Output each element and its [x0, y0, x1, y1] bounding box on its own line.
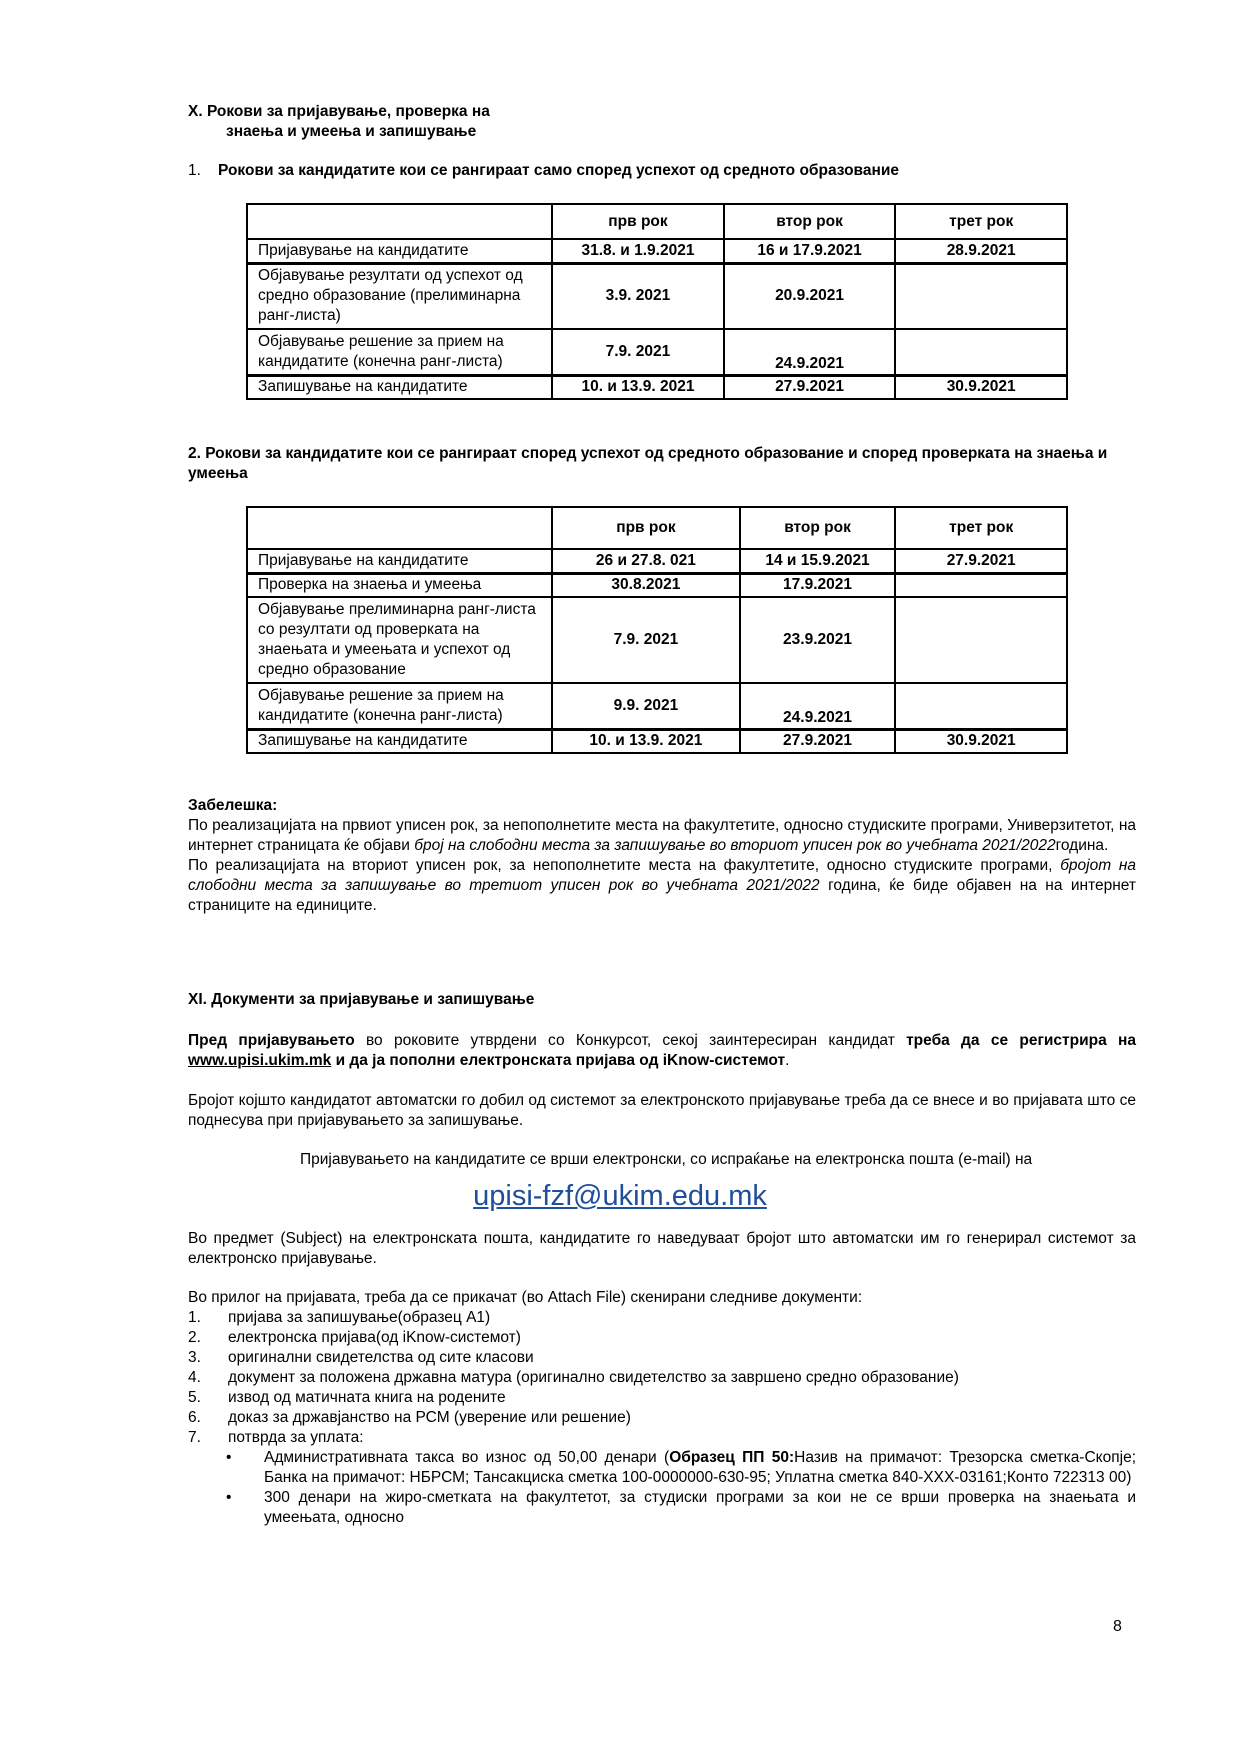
subsection-2-title: 2. Рокови за кандидатите кои се рангираат според успехот од средното образование и според проверката на знаења и умеења	[188, 445, 1108, 482]
row-label: Запишување на кандидатите	[247, 375, 552, 399]
table-cell	[895, 573, 1067, 597]
table-cell: 27.9.2021	[895, 549, 1067, 573]
list-item-number: 6.	[188, 1409, 201, 1426]
table-cell: 31.8. и 1.9.2021	[552, 239, 724, 263]
section-11-paragraph-2: Бројот којшто кандидатот автоматски го добил од системот за електронското пријавување треба да се внесе и во пријавата што се поднесува при пријавувањето за запишување.	[188, 1092, 1136, 1129]
table-row	[247, 549, 1067, 573]
list-item-text: доказ за државјанство на РСМ (уверение или решение)	[228, 1409, 631, 1426]
table-cell: 10. и 13.9. 2021	[552, 375, 724, 399]
list-item	[188, 1408, 1136, 1428]
table-cell: 16 и 17.9.2021	[724, 239, 896, 263]
table-row	[247, 375, 1067, 399]
note-p1-italic: број на слободни места за запишување во вториот уписен рок во учебната 2021/2022	[414, 837, 1056, 854]
table-cell: 27.9.2021	[724, 375, 896, 399]
bullet-icon: •	[226, 1489, 232, 1506]
list-item-text: оригинални свидетелства од сите класови	[228, 1349, 534, 1366]
table-cell: 30.9.2021	[895, 729, 1067, 753]
table-cell: 9.9. 2021	[552, 683, 740, 729]
note-p2-start: По реализацијата на вториот уписен рок, за непополнетите места на факултетите, односно студиските програми,	[188, 857, 1061, 874]
list-item-number: 4.	[188, 1369, 201, 1386]
table-header-cell: трет рок	[895, 204, 1067, 239]
row-label: Објавување резултати од успехот од средно образование (прелиминарна ранг-листа)	[247, 263, 552, 329]
bullet-icon: •	[226, 1449, 232, 1466]
table-cell: 30.9.2021	[895, 375, 1067, 399]
row-label: Објавување прелиминарна ранг-листа со резултати од проверката на знаењата и умеењата и успехот од средно образование	[247, 597, 552, 683]
list-item-number: 1.	[188, 1309, 201, 1326]
note-p1-end: година.	[1055, 837, 1109, 854]
note-heading: Забелешка:	[188, 797, 278, 814]
table-cell: 24.9.2021	[740, 683, 896, 729]
table-header-cell	[247, 204, 552, 239]
deadlines-table-1	[246, 203, 1068, 400]
row-label: Пријавување на кандидатите	[247, 549, 552, 573]
payment-bullet-1-text	[264, 1448, 1136, 1488]
table-cell	[895, 329, 1067, 375]
row-label: Запишување на кандидатите	[247, 729, 552, 753]
table-header-cell: втор рок	[724, 204, 896, 239]
table-row	[247, 729, 1067, 753]
bullet1-end: Назив на примачот: Трезорска сметка-Скопје; Банка на примачот: НБРСМ; Тансакциска сметка 100-0000000-630-95; Уплатна сметка 840-XXX-03161;Конто 722313 00)	[264, 1449, 1137, 1486]
note-p1-start: По реализацијата на првиот уписен рок, за непополнетите места на факултетите, односно студиските програми, Универзитетот, на интернет страницата ќе објави	[188, 817, 1136, 854]
table-cell: 28.9.2021	[895, 239, 1067, 263]
deadlines-table-2	[246, 506, 1068, 754]
table-header-cell: прв рок	[552, 204, 724, 239]
table-cell: 14 и 15.9.2021	[740, 549, 896, 573]
table-cell: 7.9. 2021	[552, 597, 740, 683]
row-label: Проверка на знаења и умеења	[247, 573, 552, 597]
note-paragraph-1	[188, 816, 1136, 856]
section-11-paragraph-5: Во прилог на пријавата, треба да се прикачат (во Attach File) скенирани следниве документи:	[188, 1289, 863, 1306]
list-item-number: 2.	[188, 1329, 201, 1346]
subsection-1-text: Рокови за кандидатите кои се рангираат само според успехот од средното образование	[218, 162, 900, 179]
section-10-heading	[188, 102, 1136, 142]
p1-end: .	[785, 1052, 790, 1069]
row-label: Објавување решение за прием на кандидатите (конечна ранг-листа)	[247, 683, 552, 729]
list-item-text: потврда за уплата:	[228, 1429, 364, 1446]
table-cell	[895, 263, 1067, 329]
page-number: 8	[1113, 1618, 1122, 1635]
row-label: Објавување решение за прием на кандидатите (конечна ранг-листа)	[247, 329, 552, 375]
section-11-heading: XI. Документи за пријавување и запишување	[188, 991, 535, 1008]
list-item	[188, 1308, 1136, 1328]
list-item-text: извод од матичната книга на родените	[228, 1389, 506, 1406]
table-row	[247, 239, 1067, 263]
table-row	[247, 597, 1067, 683]
list-item-number: 5.	[188, 1389, 201, 1406]
table-header-cell: прв рок	[552, 507, 740, 549]
p1-bold-start: Пред пријавувањето	[188, 1032, 355, 1049]
list-item-text: електронска пријава(од iKnow-системот)	[228, 1329, 521, 1346]
row-label: Пријавување на кандидатите	[247, 239, 552, 263]
section-11-paragraph-4: Во предмет (Subject) на електронската пошта, кандидатите го наведуваат бројот што автоматски им го генерирал системот за електронско пријавување.	[188, 1230, 1136, 1267]
subsection-1-number: 1.	[188, 162, 201, 179]
list-item	[188, 1328, 1136, 1348]
note-p2-end: година, ќе биде објавен на на интернет страниците на единиците.	[188, 877, 1137, 914]
note-block	[188, 796, 1136, 916]
table-cell: 10. и 13.9. 2021	[552, 729, 740, 753]
table-cell: 3.9. 2021	[552, 263, 724, 329]
list-item-text: документ за положена државна матура (оригинално свидетелство за завршено средно образование)	[228, 1369, 959, 1386]
table-row	[247, 263, 1067, 329]
list-item	[188, 1428, 1136, 1448]
table-cell: 27.9.2021	[740, 729, 896, 753]
p1-bold-register: треба да се регистрира на	[906, 1032, 1137, 1049]
list-item-text: пријава за запишување(образец А1)	[228, 1309, 491, 1326]
table-cell	[895, 597, 1067, 683]
table-cell: 23.9.2021	[740, 597, 896, 683]
note-p2-italic: бројот на слободни места за запишување во третиот уписен рок во учебната 2021/2022	[188, 857, 1136, 894]
list-item-number: 7.	[188, 1429, 201, 1446]
section-11-paragraph-1	[188, 1031, 1136, 1071]
documents-list	[188, 1308, 1136, 1528]
p1-bold-end: и да ја пополни електронската пријава од iKnow-системот	[331, 1052, 786, 1069]
table-cell: 17.9.2021	[740, 573, 896, 597]
table-cell: 30.8.2021	[552, 573, 740, 597]
table-row	[247, 329, 1067, 375]
email-link[interactable]: upisi-fzf@ukim.edu.mk	[473, 1180, 767, 1212]
section-10-heading-line1: X. Рокови за пријавување, проверка на	[188, 103, 490, 120]
bullet1-bold: Образец ПП 50:	[669, 1449, 795, 1466]
list-item	[188, 1348, 1136, 1368]
table-header-row	[247, 507, 1067, 549]
payment-bullet-2	[188, 1488, 1136, 1528]
list-item-number: 3.	[188, 1349, 201, 1366]
table-cell: 7.9. 2021	[552, 329, 724, 375]
table-cell	[895, 683, 1067, 729]
list-item	[188, 1368, 1136, 1388]
subsection-1-title	[188, 161, 1136, 181]
table-header-cell: втор рок	[740, 507, 896, 549]
table-cell: 26 и 27.8. 021	[552, 549, 740, 573]
table-header-cell: трет рок	[895, 507, 1067, 549]
p1-middle: во роковите утврдени со Конкурсот, секој заинтересиран кандидат	[354, 1032, 907, 1049]
payment-bullet-1	[188, 1448, 1136, 1488]
list-item	[188, 1388, 1136, 1408]
table-row	[247, 683, 1067, 729]
registration-link[interactable]: www.upisi.ukim.mk	[188, 1052, 332, 1069]
table-row	[247, 573, 1067, 597]
table-header-row	[247, 204, 1067, 239]
bullet1-start: Административната такса во износ од 50,00 денари (	[264, 1449, 670, 1466]
section-11-paragraph-3: Пријавувањето на кандидатите се врши електронски, со испраќање на електронска пошта (e-mail) на	[300, 1151, 1033, 1168]
note-paragraph-2	[188, 856, 1136, 916]
table-cell: 20.9.2021	[724, 263, 896, 329]
payment-bullet-2-text: 300 денари на жиро-сметката на факултетот, за студиски програми за кои не се врши проверка на знаењата и умеењата, односно	[264, 1489, 1136, 1526]
table-header-cell	[247, 507, 552, 549]
section-10-heading-line2: знаења и умеења и запишување	[226, 123, 477, 140]
table-cell: 24.9.2021	[724, 329, 896, 375]
